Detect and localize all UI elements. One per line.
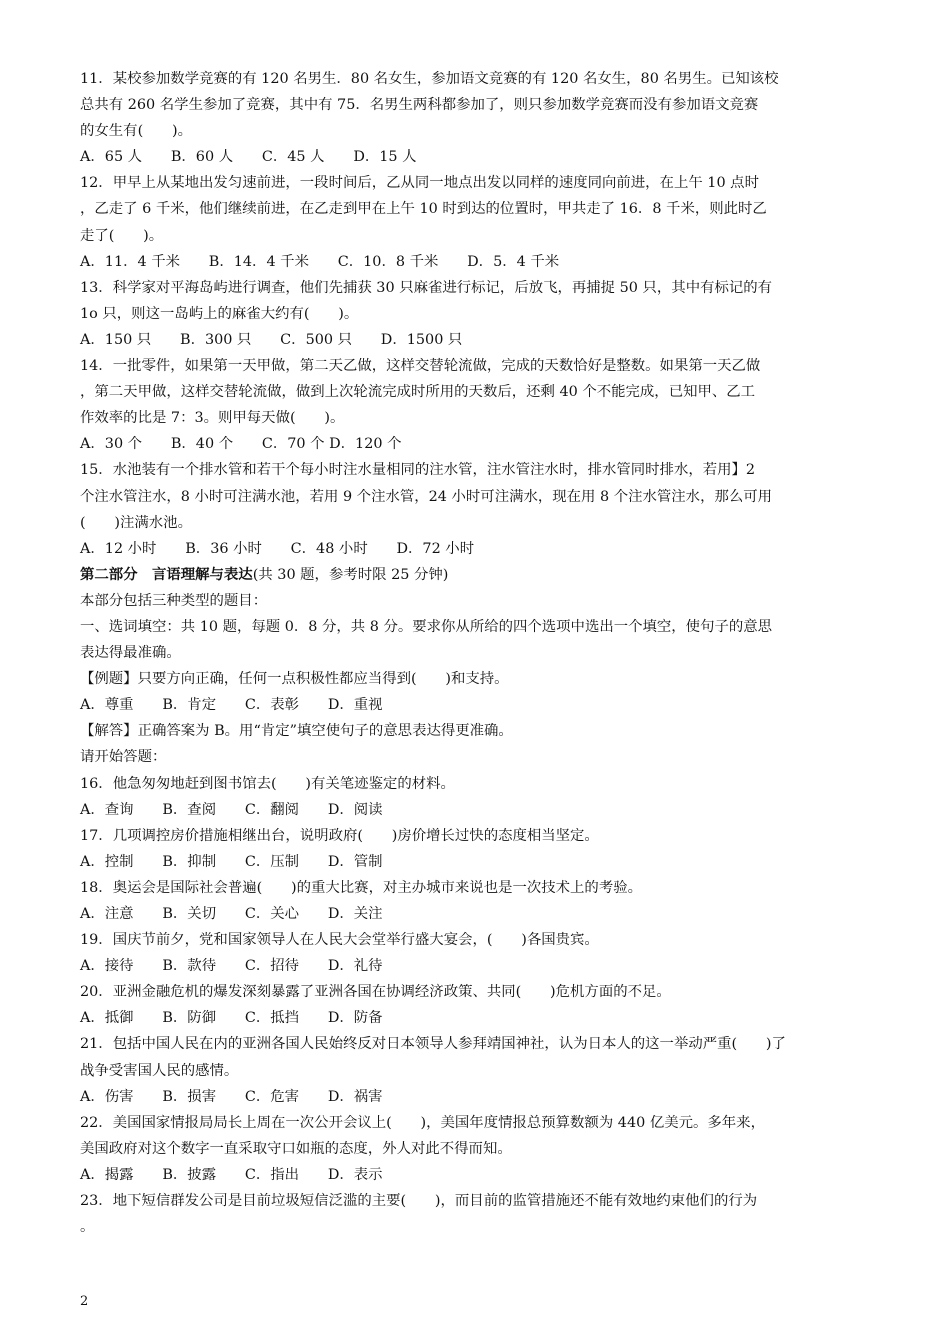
text-line: 15．水池装有一个排水管和若干个每小时注水量相同的注水管，注水管注水时，排水管同时排水，若用】2 (80, 462, 756, 479)
text-line: 20．亚洲金融危机的爆发深刻暴露了亚洲各国在协调经济政策、共同( )危机方面的不足。 (80, 984, 671, 1001)
text-line: 22．美国国家情报局局长上周在一次公开会议上( )，美国年度情报总预算数额为 440 亿美元。多年来， (80, 1114, 765, 1131)
text-line: 14．一批零件，如果第一天甲做，第二天乙做，这样交替轮流做，完成的天数恰好是整数。如果第一天乙做 (80, 358, 761, 375)
answer-options: A．伤害 B．损害 C．危害 D．祸害 (80, 1088, 383, 1105)
text-line: 战争受害国人民的感情。 (80, 1062, 239, 1079)
text-line: 18．奥运会是国际社会普遍( )的重大比赛，对主办城市来说也是一次技术上的考验。 (80, 879, 642, 896)
text-line: 17．几项调控房价措施相继出台，说明政府( )房价增长过快的态度相当坚定。 (80, 827, 599, 844)
text-line: 【解答】正确答案为 B。用“肯定”填空使句子的意思表达得更准确。 (80, 723, 513, 740)
text-line: 总共有 260 名学生参加了竞赛，其中有 75．名男生两科都参加了，则只参加数学竞赛而没有参加语文竞赛 (80, 97, 759, 114)
text-line: 走了( )。 (80, 227, 164, 244)
text-line: ，第二天甲做，这样交替轮流做，做到上次轮流完成时所用的天数后，还剩 40 个不能完成，已知甲、乙工 (80, 384, 756, 401)
document-page (80, 66, 910, 1240)
text-line: 12．甲早上从某地出发匀速前进，一段时间后，乙从同一地点出发以同样的速度同向前进，在上午 10 点时 (80, 175, 759, 192)
answer-options: A．30 个 B．40 个 C．70 个 D．120 个 (80, 436, 402, 453)
section-note: (共 30 题，参考时限 25 分钟) (252, 566, 449, 583)
text-line: 请开始答题： (80, 749, 167, 766)
text-line: 11．某校参加数学竞赛的有 120 名男生．80 名女生，参加语文竞赛的有 120 名女生，80 名男生。已知该校 (80, 71, 779, 87)
answer-options: A．控制 B．抑制 C．压制 D．管制 (80, 853, 383, 870)
text-line: 23．地下短信群发公司是目前垃圾短信泛滥的主要( )，而目前的监管措施还不能有效地约束他们的行为 (80, 1193, 758, 1210)
text-line: 21．包括中国人民在内的亚洲各国人民始终反对日本领导人参拜靖国神社，认为日本人的这一举动严重( )了 (80, 1036, 786, 1053)
text-line: 16．他急匆匆地赶到图书馆去( )有关笔迹鉴定的材料。 (80, 775, 455, 792)
section-heading (80, 562, 910, 588)
text-line: ，乙走了 6 千米，他们继续前进，在乙走到甲在上午 10 时到达的位置时，甲共走了 16．8 千米，则此时乙 (80, 201, 767, 218)
answer-options: A．12 小时 B．36 小时 C．48 小时 D．72 小时 (80, 540, 475, 557)
text-line: 的女生有( )。 (80, 123, 192, 140)
text-line: 作效率的比是 7：3。则甲每天做( )。 (80, 410, 345, 427)
text-line: 本部分包括三种类型的题目： (80, 592, 268, 609)
text-line: 个注水管注水，8 小时可注满水池，若用 9 个注水管，24 小时可注满水，现在用 8 个注水管注水，那么可用 (80, 488, 773, 505)
text-line: 美国政府对这个数字一直采取守口如瓶的态度，外人对此不得而知。 (80, 1140, 512, 1157)
text-line: 13．科学家对平海岛屿进行调查，他们先捕获 30 只麻雀进行标记，后放飞，再捕捉 50 只，其中有标记的有 (80, 279, 773, 296)
text-line: ( )注满水池。 (80, 514, 192, 531)
text-line: 19．国庆节前夕，党和国家领导人在人民大会堂举行盛大宴会，( )各国贵宾。 (80, 932, 599, 949)
answer-options: A．注意 B．关切 C．关心 D．关注 (80, 906, 383, 922)
answer-options: A．11．4 千米 B．14．4 千米 C．10．8 千米 D．5．4 千米 (80, 253, 560, 270)
answer-options: A．接待 B．款待 C．招待 D．礼待 (80, 958, 383, 975)
answer-options: A．尊重 B．肯定 C．表彰 D．重视 (80, 697, 383, 714)
text-line: 。 (80, 1219, 95, 1236)
text-line: 表达得最准确。 (80, 645, 181, 662)
text-line: 1o 只，则这一岛屿上的麻雀大约有( )。 (80, 305, 359, 322)
answer-options: A．查询 B．查阅 C．翻阅 D．阅读 (80, 801, 383, 818)
text-line: 一、选词填空：共 10 题，每题 0．8 分，共 8 分。要求你从所给的四个选项中选出一个填空，使句子的意思 (80, 618, 773, 635)
answer-options: A．65 人 B．60 人 C．45 人 D．15 人 (80, 149, 417, 166)
page-number: 2 (80, 1294, 89, 1309)
answer-options: A．抵御 B．防御 C．抵挡 D．防备 (80, 1010, 383, 1027)
answer-options: A．150 只 B．300 只 C．500 只 D．1500 只 (80, 331, 463, 348)
answer-options: A．揭露 B．披露 C．指出 D．表示 (80, 1166, 383, 1183)
section-title: 第二部分 言语理解与表达 (80, 565, 253, 583)
text-line: 【例题】只要方向正确，任何一点积极性都应当得到( )和支持。 (80, 671, 509, 688)
